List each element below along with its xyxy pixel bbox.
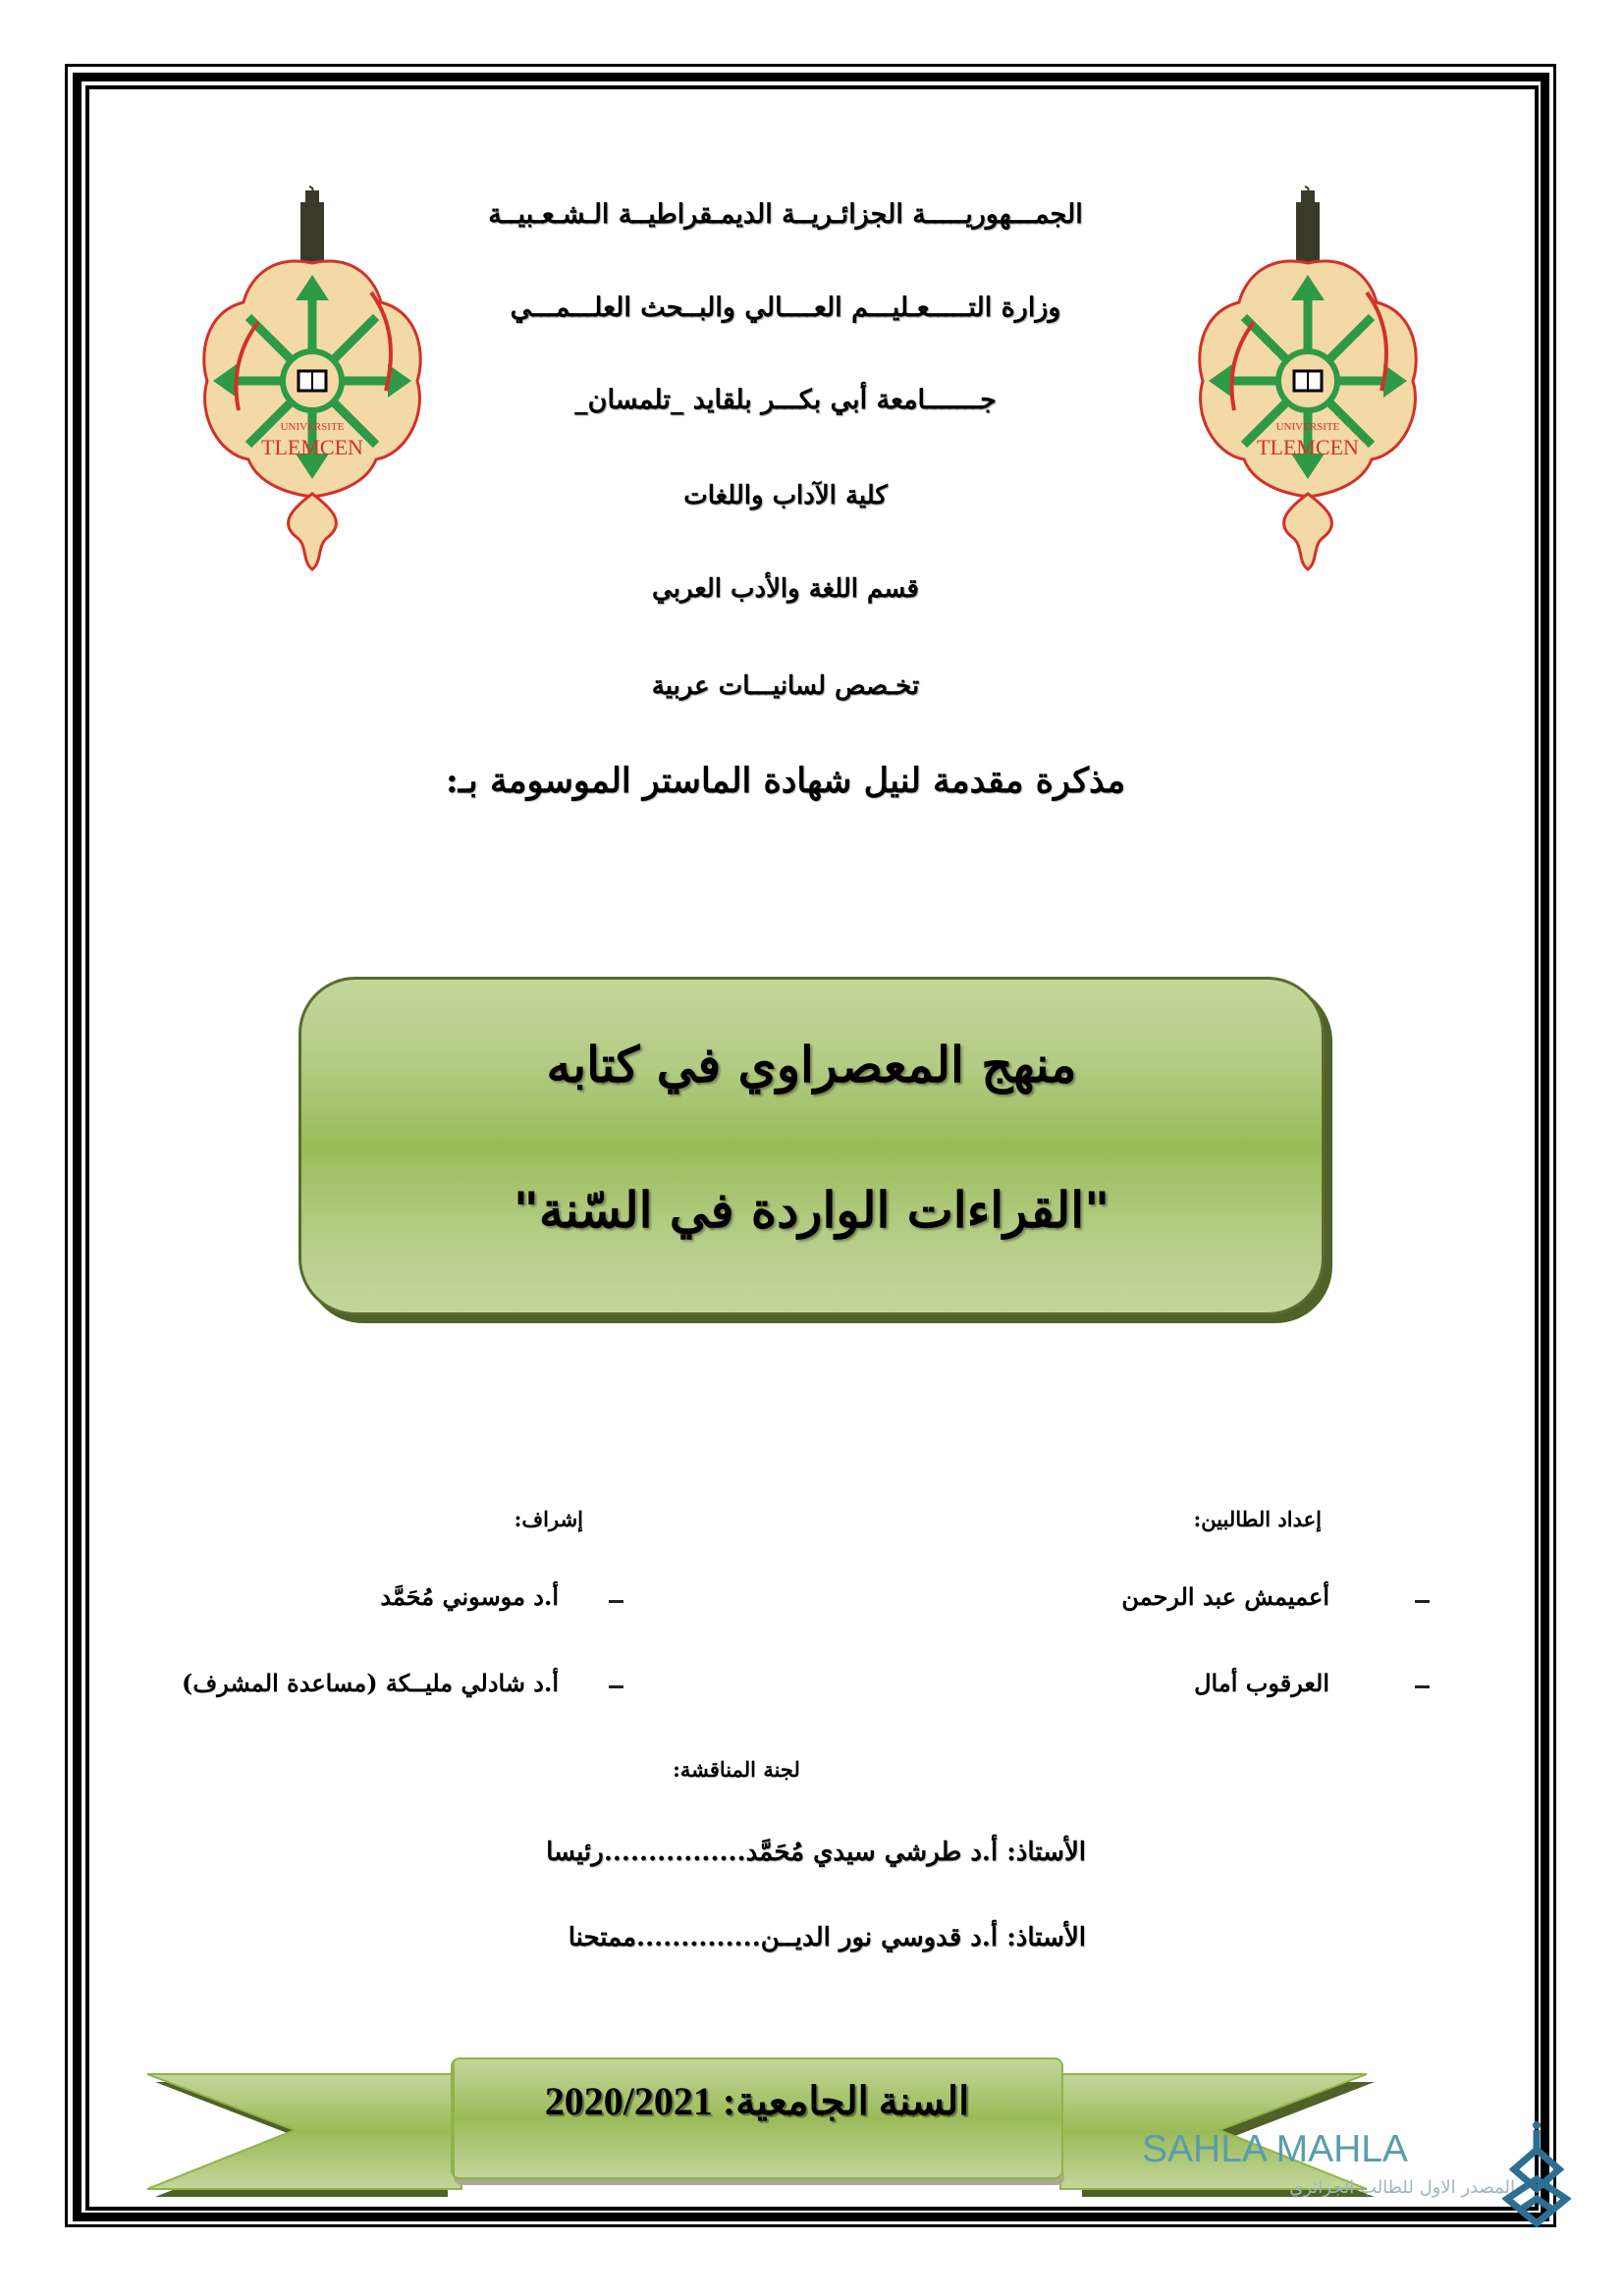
memo-intro: مذكرة مقدمة لنيل شهادة الماستر الموسومة بـ:: [445, 761, 1126, 801]
supervision-label: إشراف:: [514, 1507, 583, 1531]
student-name: أعميمش عبد الرحمن: [1121, 1582, 1329, 1611]
academic-year-text: السنة الجامعية: 2020/2021: [544, 2079, 970, 2123]
svg-text:TLEMCEN: TLEMCEN: [261, 435, 363, 459]
thesis-title-line-1: منهج المعصراوي في كتابه: [546, 1036, 1077, 1094]
dash-icon: [609, 1600, 623, 1603]
dash-icon: [1415, 1600, 1430, 1603]
committee-label: لجنة المناقشة:: [673, 1757, 800, 1782]
faculty-heading: كلية الآداب واللغات: [683, 481, 888, 510]
thesis-title-box: [298, 977, 1325, 1315]
svg-text:UNIVERSITE: UNIVERSITE: [280, 421, 345, 433]
watermark-tagline: المصدر الاول للطالب الجزائري: [1289, 2177, 1515, 2198]
university-logo-left-icon: [199, 185, 425, 572]
students-label: إعداد الطالبين:: [1193, 1507, 1322, 1531]
svg-text:UNIVERSITE: UNIVERSITE: [1275, 421, 1340, 433]
committee-member: الأستاذ: أ.د قدوسي نور الديــن..............ممتحنا: [568, 1923, 1086, 1952]
specialty-heading: تخـصص لسانيـــات عربية: [651, 671, 920, 701]
sahla-mahla-logo-icon: [1502, 2120, 1571, 2233]
dash-icon: [609, 1685, 623, 1688]
supervisor-name: أ.د موسوني مُحَمَّد: [380, 1582, 559, 1611]
watermark-brand: SAHLA MAHLA: [1142, 2128, 1408, 2170]
thesis-title-line-2: "القراءات الواردة في السّنة": [513, 1181, 1110, 1239]
republic-heading: الجمـــهوريـــــة الجزائـريــة الديمـقراطيــة الـشـعـبيــة: [488, 199, 1083, 230]
svg-text:TLEMCEN: TLEMCEN: [1257, 435, 1359, 459]
student-name: العرقوب أمال: [1194, 1669, 1329, 1697]
co-supervisor-name: أ.د شادلي مليــكة (مساعدة المشرف): [182, 1669, 559, 1697]
department-heading: قسم اللغة والأدب العربي: [652, 574, 919, 604]
university-heading: جـــــــامعة أبي بكـــر بلقايد _تلمسان_: [574, 385, 997, 415]
dash-icon: [1415, 1685, 1430, 1688]
committee-member: الأستاذ: أ.د طرشي سيدي مُحَمَّد................رئيسا: [546, 1838, 1086, 1867]
ministry-heading: وزارة التـــــعـليـــم العــــالي والبــحث العلـــمـــي: [510, 293, 1061, 323]
university-logo-right-icon: [1195, 185, 1421, 572]
